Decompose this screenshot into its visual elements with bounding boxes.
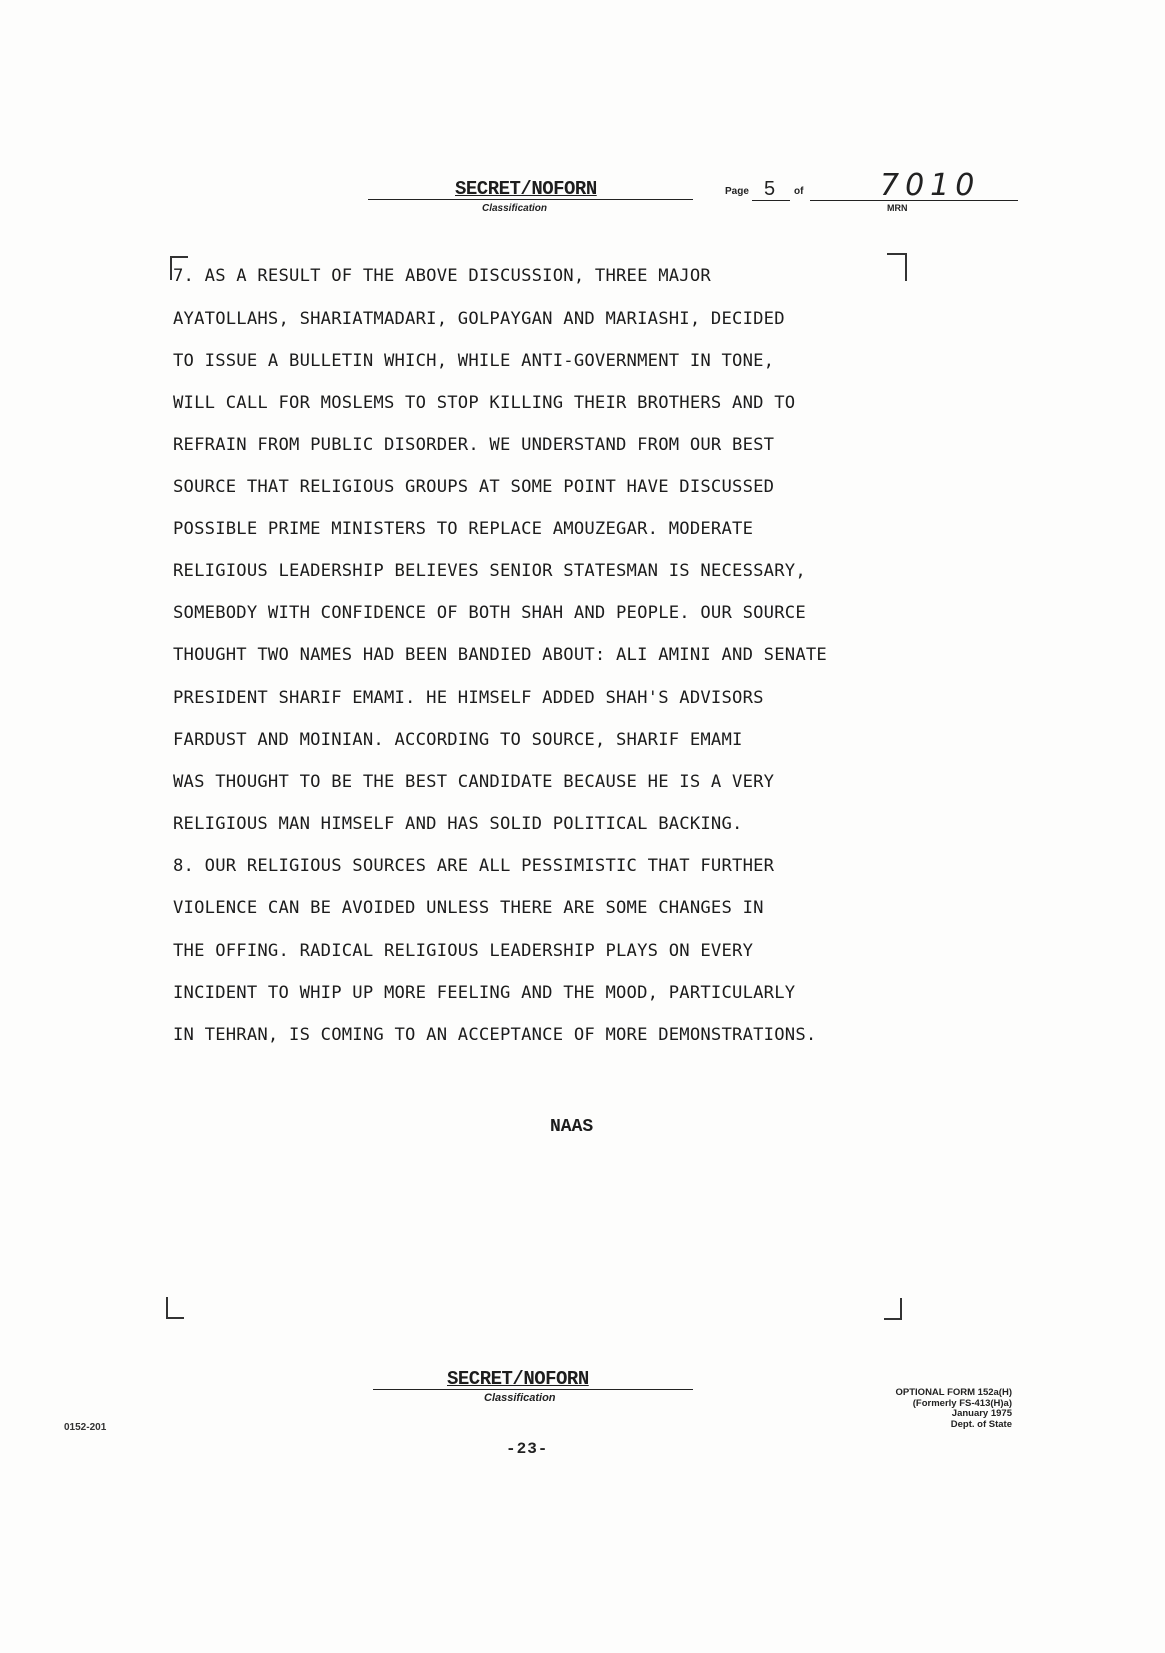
body-line: WAS THOUGHT TO BE THE BEST CANDIDATE BECAUSE HE IS A VERY: [173, 772, 775, 792]
body-line: 7. AS A RESULT OF THE ABOVE DISCUSSION, THREE MAJOR: [173, 266, 711, 286]
body-line: FARDUST AND MOINIAN. ACCORDING TO SOURCE, SHARIF EMAMI: [173, 730, 743, 750]
optional-form-notice: [832, 1388, 1012, 1430]
body-line: INCIDENT TO WHIP UP MORE FEELING AND THE MOOD, PARTICULARLY: [173, 983, 796, 1003]
body-line: 8. OUR RELIGIOUS SOURCES ARE ALL PESSIMISTIC THAT FURTHER: [173, 856, 775, 876]
body-line: RELIGIOUS MAN HIMSELF AND HAS SOLID POLITICAL BACKING.: [173, 814, 743, 834]
body-line: SOURCE THAT RELIGIOUS GROUPS AT SOME POINT HAVE DISCUSSED: [173, 477, 775, 497]
bracket-bottom-right: [884, 1298, 902, 1320]
header-classification: SECRET/NOFORN: [455, 178, 597, 200]
signature: NAAS: [550, 1117, 594, 1137]
form-line: January 1975: [951, 1408, 1012, 1419]
body-line: SOMEBODY WITH CONFIDENCE OF BOTH SHAH AND PEOPLE. OUR SOURCE: [173, 603, 806, 623]
body-line: POSSIBLE PRIME MINISTERS TO REPLACE AMOUZEGAR. MODERATE: [173, 519, 754, 539]
header-mrn-handwritten: 7010: [880, 168, 981, 203]
form-line: (Formerly FS-413(H)a): [912, 1397, 1012, 1409]
body-line: THOUGHT TWO NAMES HAD BEEN BANDIED ABOUT: ALI AMINI AND SENATE: [173, 645, 827, 665]
form-line: Dept. of State: [950, 1418, 1012, 1430]
body-line: TO ISSUE A BULLETIN WHICH, WHILE ANTI-GOVERNMENT IN TONE,: [173, 351, 775, 371]
header-page-label: Page: [725, 186, 749, 197]
header-page-number: 5: [764, 178, 776, 200]
form-code: 0152-201: [64, 1422, 107, 1433]
body-line: REFRAIN FROM PUBLIC DISORDER. WE UNDERSTAND FROM OUR BEST: [173, 435, 775, 455]
body-line: IN TEHRAN, IS COMING TO AN ACCEPTANCE OF MORE DEMONSTRATIONS.: [173, 1025, 817, 1045]
body-line: AYATOLLAHS, SHARIATMADARI, GOLPAYGAN AND MARIASHI, DECIDED: [173, 309, 785, 329]
footer-page-number: -23-: [506, 1440, 549, 1458]
body-line: WILL CALL FOR MOSLEMS TO STOP KILLING THEIR BROTHERS AND TO: [173, 393, 796, 413]
footer-classification-label: Classification: [484, 1392, 556, 1404]
header-mrn-label: MRN: [887, 203, 908, 213]
footer-classification: SECRET/NOFORN: [447, 1368, 589, 1390]
body-line: VIOLENCE CAN BE AVOIDED UNLESS THERE ARE SOME CHANGES IN: [173, 898, 764, 918]
body-line: RELIGIOUS LEADERSHIP BELIEVES SENIOR STATESMAN IS NECESSARY,: [173, 561, 806, 581]
body-line: THE OFFING. RADICAL RELIGIOUS LEADERSHIP PLAYS ON EVERY: [173, 941, 754, 961]
header-classification-label: Classification: [482, 203, 548, 214]
bracket-bottom-left: [166, 1297, 184, 1319]
body-line: PRESIDENT SHARIF EMAMI. HE HIMSELF ADDED SHAH'S ADVISORS: [173, 688, 764, 708]
bracket-top-right: [887, 253, 907, 281]
header-of-label: of: [794, 186, 804, 197]
form-line: OPTIONAL FORM 152a(H): [895, 1387, 1012, 1398]
